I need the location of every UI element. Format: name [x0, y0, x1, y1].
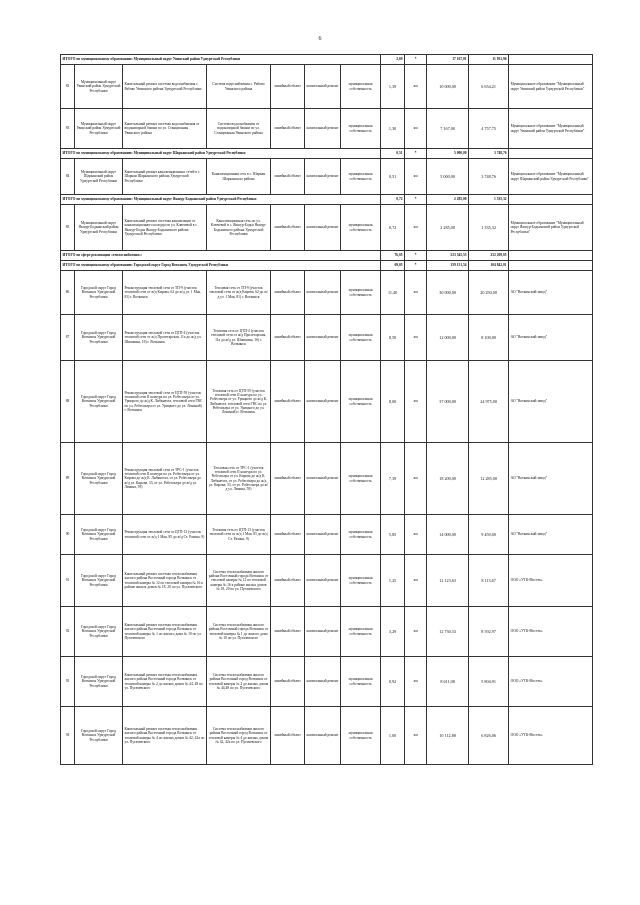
cost-cell: 18 200,00	[427, 443, 469, 515]
ownership-cell: муниципальная собственность	[341, 555, 381, 607]
table-body	[61, 55, 593, 765]
cost-cell: 37 000,00	[427, 361, 469, 443]
table-row	[61, 707, 593, 765]
length-cell: 11,40	[381, 271, 405, 315]
work-type-cell: капитальный ремонт	[305, 361, 341, 443]
municipality-cell: Городской округ Город Воткинск Удмуртской Республики	[75, 515, 123, 555]
subtotal-cost: 17 167,01	[427, 55, 469, 65]
municipality-cell: Муниципальный округ Увинский район Удмуртской Республики	[75, 109, 123, 149]
length-cell: 1,00	[381, 707, 405, 765]
table-row	[61, 205, 593, 251]
row-number: 84	[61, 159, 75, 195]
row-number: 91	[61, 555, 75, 607]
unit-cell: км	[405, 361, 427, 443]
work-name-cell: Капитальный ремонт системы водоснабжения от водонапорной башни по ул. Станционная Увинского района	[123, 109, 207, 149]
unit-cell: км	[405, 657, 427, 707]
ownership-cell: муниципальная собственность	[341, 315, 381, 361]
subtotal-length: 0,72	[381, 195, 405, 205]
value-cell: 8 100,00	[469, 315, 509, 361]
object-type-cell: линейный объект	[271, 205, 305, 251]
municipality-cell: Городской округ Город Воткинск Удмуртской Республики	[75, 271, 123, 315]
row-number: 85	[61, 205, 75, 251]
work-name-cell: Реконструкция тепловой сети от ТП-9 (участок тепловой сети от ж/д Кирова, 62 до ж/д ул. 1 Мая, 81) г. Воткинск	[123, 271, 207, 315]
table-row	[61, 443, 593, 515]
subtotal-value: 252 209,05	[469, 251, 509, 261]
subtotal-unit: *	[405, 55, 427, 65]
work-type-cell: капитальный ремонт	[305, 707, 341, 765]
subtotal-unit: *	[405, 251, 427, 261]
subtotal-unit: *	[405, 149, 427, 159]
row-number: 94	[61, 707, 75, 765]
page-number: 6	[318, 36, 322, 42]
value-cell: 9 450,00	[469, 515, 509, 555]
unit-cell: км	[405, 443, 427, 515]
empty-cell	[509, 149, 593, 159]
system-name-cell: Система теплоснабжения жилого района Восточный город Воткинск от тепловой камеры № 4 до жилых домов № 42, 42а по ул. Пугачевского	[207, 707, 271, 765]
system-name-cell: Тепловая сеть от ТРС-1 (участок тепловой сети II контура по ул. Робеспьера от ул. Кирова до ж/д К. Либкнехта, от ул. Робеспьера до ж/д ул. Кирова, 33, от ул. Робеспьера до ж/д ул. Ленина, 59)	[207, 443, 271, 515]
object-type-cell: линейный объект	[271, 361, 305, 443]
object-type-cell: линейный объект	[271, 707, 305, 765]
system-name-cell: Канализационная сеть по ул. Ключевой в с. Якшур-Бодья Якшур-Бодьинского района Удмуртской Республики	[207, 205, 271, 251]
subtotal-length: 2,69	[381, 55, 405, 65]
system-name-cell: Система теплоснабжения жилого района Восточный города Воткинск от тепловой камеры № 12 по тепловой камеры № 16 к районе жилых домов № 18, 20 по ул. Пугачевского	[207, 555, 271, 607]
length-cell: 7,39	[381, 443, 405, 515]
ownership-cell: муниципальная собственность	[341, 515, 381, 555]
length-cell: 0,51	[381, 159, 405, 195]
subtotal-cost: 159 151,54	[427, 261, 469, 271]
organization-cell: Муниципальное образование "Муниципальный округ Увинский район Удмуртской Республики"	[509, 65, 593, 109]
object-type-cell: линейный объект	[271, 607, 305, 657]
ownership-cell: муниципальная собственность	[341, 159, 381, 195]
work-name-cell: Капитальный ремонт системы теплоснабжения жилого района Восточный города Воткинск от тепловой камеры № 4 по жилых домов № 42, 42а по ул. Пугачевского	[123, 707, 207, 765]
empty-cell	[509, 251, 593, 261]
municipality-cell: Городской округ Город Воткинск Удмуртской Республики	[75, 443, 123, 515]
length-cell: 8,00	[381, 361, 405, 443]
work-type-cell: капитальный ремонт	[305, 607, 341, 657]
value-cell: 5 804,91	[469, 657, 509, 707]
object-type-cell: линейный объект	[271, 271, 305, 315]
ownership-cell: муниципальная собственность	[341, 109, 381, 149]
table-row	[61, 361, 593, 443]
length-cell: 3,29	[381, 607, 405, 657]
cost-cell: 10 112,88	[427, 707, 469, 765]
subtotal-label: ИТОГО по муниципальному образованию: Муниципальный округ Увинский район Удмуртской Республики	[61, 55, 381, 65]
municipality-cell: Городской округ Город Воткинск Удмуртской Республики	[75, 657, 123, 707]
work-name-cell: Капитальный ремонт системы теплоснабжения жилого района Восточный города Воткинск от тепловой камеры № 12 по тепловой камеры № 16 к районе жилых домов № 18, 20 по ул. Пугачевского	[123, 555, 207, 607]
row-number: 88	[61, 361, 75, 443]
organization-cell: Муниципальное образование "Муниципальный округ Увинский район Удмуртской Республики"	[509, 109, 593, 149]
system-name-cell: Тепловая сеть от ТП-9 (участок тепловой сети от ж/д Кирова, 62 до ж/д ул. 1 Мая, 81) г. Воткинск	[207, 271, 271, 315]
cost-cell: 2 285,00	[427, 205, 469, 251]
cost-cell: 12 730,33	[427, 607, 469, 657]
unit-cell: км	[405, 205, 427, 251]
system-name-cell: Тепловая сеть от ЦТП-59 (участок тепловой сети II контура по ул. Робеспьера от ул. Урицкого до ж/д К. Либкнехта, тепловой сети ГВС по ул. Робеспьера от ул. Урицкого до ул. Лениной) г. Воткинск	[207, 361, 271, 443]
unit-cell: км	[405, 159, 427, 195]
length-cell: 1,30	[381, 109, 405, 149]
unit-cell: км	[405, 607, 427, 657]
organization-cell: АО "Воткинский завод"	[509, 515, 593, 555]
cost-cell: 30 000,00	[427, 271, 469, 315]
subtotal-row	[61, 55, 593, 65]
object-type-cell: линейный объект	[271, 315, 305, 361]
work-type-cell: капитальный ремонт	[305, 65, 341, 109]
work-type-cell: капитальный ремонт	[305, 515, 341, 555]
ownership-cell: муниципальная собственность	[341, 65, 381, 109]
value-cell: 4 757,75	[469, 109, 509, 149]
table-row	[61, 109, 593, 149]
cost-cell: 5 000,00	[427, 159, 469, 195]
subtotal-row	[61, 251, 593, 261]
subtotal-value: 11 031,96	[469, 55, 509, 65]
municipality-cell: Городской округ Город Воткинск Удмуртской Республики	[75, 361, 123, 443]
length-cell: 1,39	[381, 65, 405, 109]
object-type-cell: линейный объект	[271, 515, 305, 555]
unit-cell: км	[405, 555, 427, 607]
object-type-cell: линейный объект	[271, 65, 305, 109]
subtotal-length: 0,51	[381, 149, 405, 159]
value-cell: 8 592,97	[469, 607, 509, 657]
length-cell: 1,25	[381, 555, 405, 607]
municipality-cell: Городской округ Город Воткинск Удмуртской Республики	[75, 707, 123, 765]
system-name-cell: Тепловая сеть от ЦТП-13 (участок тепловой сети от ж/д 1 Мая, 85 до ж/д Ст. Разина, 9)	[207, 515, 271, 555]
subtotal-unit: *	[405, 261, 427, 271]
unit-cell: км	[405, 315, 427, 361]
object-type-cell: линейный объект	[271, 109, 305, 149]
work-type-cell: капитальный ремонт	[305, 205, 341, 251]
organization-cell: Муниципальное образование "Муниципальный округ Якшур-Бодьинский район Удмуртской Республики"	[509, 205, 593, 251]
ownership-cell: муниципальная собственность	[341, 205, 381, 251]
work-type-cell: капитальный ремонт	[305, 555, 341, 607]
work-type-cell: капитальный ремонт	[305, 315, 341, 361]
length-cell: 0,92	[381, 657, 405, 707]
table-row	[61, 515, 593, 555]
value-cell: 6 654,21	[469, 65, 509, 109]
organization-cell: Муниципальное образование "Муниципальный округ Шарканский район Удмуртской Республики"	[509, 159, 593, 195]
table-row	[61, 315, 593, 361]
row-number: 92	[61, 607, 75, 657]
work-name-cell: Реконструкция тепловой сети от ЦТП-13 (участок тепловой сети от ж/д 1 Мая, 85 до ж/д Ст. Разина, 9)	[123, 515, 207, 555]
row-number: 90	[61, 515, 75, 555]
cost-cell: 10 000,00	[427, 65, 469, 109]
subtotal-length: 76,05	[381, 251, 405, 261]
unit-cell: км	[405, 271, 427, 315]
subtotal-value: 104 842,01	[469, 261, 509, 271]
work-name-cell: Капитальный ремонт системы водоснабжения с. Рябово Увинского района Удмуртской Республики	[123, 65, 207, 109]
organization-cell: ООО «УТК-Мостек»	[509, 707, 593, 765]
ownership-cell: муниципальная собственность	[341, 361, 381, 443]
work-type-cell: капитальный ремонт	[305, 109, 341, 149]
empty-cell	[509, 195, 593, 205]
empty-cell	[509, 55, 593, 65]
ownership-cell: муниципальная собственность	[341, 657, 381, 707]
subtotal-row	[61, 195, 593, 205]
unit-cell: км	[405, 707, 427, 765]
row-number: 86	[61, 271, 75, 315]
work-type-cell: капитальный ремонт	[305, 159, 341, 195]
table-row	[61, 65, 593, 109]
cost-cell: 7 167,00	[427, 109, 469, 149]
table-row	[61, 607, 593, 657]
system-name-cell: Система водоснабжения с. Рябово Увинского района	[207, 65, 271, 109]
subtotal-cost: 523 545,53	[427, 251, 469, 261]
subtotal-row	[61, 261, 593, 271]
object-type-cell: линейный объект	[271, 657, 305, 707]
unit-cell: км	[405, 109, 427, 149]
ownership-cell: муниципальная собственность	[341, 443, 381, 515]
table-row	[61, 271, 593, 315]
length-cell: 8,50	[381, 315, 405, 361]
cost-cell: 12 123,63	[427, 555, 469, 607]
municipality-cell: Городской округ Город Воткинск Удмуртской Республики	[75, 315, 123, 361]
system-name-cell: Система теплоснабжения жилого района Восточный город Воткинск от тепловой камеры № 2 до жилых домов № 44,48 по ул. Пугачевского	[207, 657, 271, 707]
work-name-cell: Реконструкция тепловой сети от ЦТП-59 (участок тепловой сети II контура по ул. Робеспьера от ул. Урицкого до ж/д К. Либкнехта, тепловой сети ГВС по ул. Робеспьера от ул. Урицкого до ул. Лениной) г. Воткинск	[123, 361, 207, 443]
subtotal-cost: 5 000,00	[427, 149, 469, 159]
table-row	[61, 555, 593, 607]
organization-cell: АО "Воткинский завод"	[509, 271, 593, 315]
object-type-cell: линейный объект	[271, 443, 305, 515]
value-cell: 20 250,00	[469, 271, 509, 315]
unit-cell: км	[405, 65, 427, 109]
subtotal-row	[61, 149, 593, 159]
cost-cell: 8 611,08	[427, 657, 469, 707]
work-type-cell: капитальный ремонт	[305, 271, 341, 315]
value-cell: 3 748,76	[469, 159, 509, 195]
objects-table	[60, 54, 593, 765]
municipality-cell: Городской округ Город Воткинск Удмуртской Республики	[75, 555, 123, 607]
cost-cell: 12 000,00	[427, 315, 469, 361]
row-number: 83	[61, 109, 75, 149]
work-name-cell: Реконструкция тепловой сети от ТРС-1 (участок тепловой сети II контура по ул. Робеспьера от ул. Кирова до ж/д К. Либкнехта, от ул. Робеспьера до ж/д ул. Кирова, 33, от ул. Робеспьера до ж/д ул. Ленина, 59)	[123, 443, 207, 515]
row-number: 82	[61, 65, 75, 109]
unit-cell: км	[405, 515, 427, 555]
ownership-cell: муниципальная собственность	[341, 607, 381, 657]
length-cell: 0,72	[381, 205, 405, 251]
work-name-cell: Капитальный ремонт канализационных сетей в с. Шаркан Шарканского района Удмуртской Республики	[123, 159, 207, 195]
organization-cell: АО "Воткинский завод"	[509, 443, 593, 515]
value-cell: 24 975,00	[469, 361, 509, 443]
subtotal-label: ИТОГО по муниципальному образованию: Городской округ Город Воткинск Удмуртской Республики	[61, 261, 381, 271]
work-type-cell: капитальный ремонт	[305, 657, 341, 707]
work-name-cell: Капитальный ремонт системы канализации от канализационного колодца по ул. Ключевой в с. Якшур-Бодья Якшур-Бодьинского района Удмуртской Республики	[123, 205, 207, 251]
value-cell: 1 535,32	[469, 205, 509, 251]
organization-cell: ООО «УТК-Мостек»	[509, 657, 593, 707]
system-name-cell: Система теплоснабжения жилого района Восточный города Воткинск от тепловой камеры № 1 до жилого дома № 10 по ул. Пугачевского	[207, 607, 271, 657]
row-number: 89	[61, 443, 75, 515]
organization-cell: АО "Воткинский завод"	[509, 315, 593, 361]
subtotal-unit: *	[405, 195, 427, 205]
work-name-cell: Капитальный ремонт системы теплоснабжения жилого района Восточный города Воткинск от тепловой камеры № 2 до жилых домов № 44, 48 по ул. Пугачевского	[123, 657, 207, 707]
subtotal-cost: 2 285,00	[427, 195, 469, 205]
object-type-cell: линейный объект	[271, 555, 305, 607]
value-cell: 8 113,67	[469, 555, 509, 607]
municipality-cell: Муниципальный округ Якшур-Бодьинский район Удмуртской Республики	[75, 205, 123, 251]
object-type-cell: линейный объект	[271, 159, 305, 195]
municipality-cell: Городской округ Город Воткинск Удмуртской Республики	[75, 607, 123, 657]
row-number: 87	[61, 315, 75, 361]
organization-cell: АО "Воткинский завод"	[509, 361, 593, 443]
cost-cell: 14 000,00	[427, 515, 469, 555]
table-row	[61, 657, 593, 707]
subtotal-length: 69,05	[381, 261, 405, 271]
length-cell: 5,85	[381, 515, 405, 555]
subtotal-value: 3 748,76	[469, 149, 509, 159]
table-row	[61, 159, 593, 195]
system-name-cell: Система водоснабжения от водонапорной башни по ул. Станционная Увинского района	[207, 109, 271, 149]
system-name-cell: Тепловая сеть от ЦТП-4 (участок тепловой сети от ж/д Пролетарская, 11а до ж/д ул. Шишкина, 16) г. Воткинск	[207, 315, 271, 361]
municipality-cell: Муниципальный округ Увинский район Удмуртской Республики	[75, 65, 123, 109]
subtotal-value: 1 535,32	[469, 195, 509, 205]
value-cell: 6 826,06	[469, 707, 509, 765]
organization-cell: ООО «УТК-Мостек»	[509, 555, 593, 607]
subtotal-label: ИТОГО по муниципальному образованию: Муниципальный округ Шарканский район Удмуртской Республики	[61, 149, 381, 159]
ownership-cell: муниципальная собственность	[341, 707, 381, 765]
work-name-cell: Капитальный ремонт системы теплоснабжения жилого района Восточный города Воткинск от тепловой камеры № 1 по жилого дома № 10 по ул. Пугачевского	[123, 607, 207, 657]
work-name-cell: Реконструкция тепловой сети от ЦТП-4 (участок тепловой сети от ж/д Пролетарская, 11а до ж/д ул. Шишкина, 16) г. Воткинск	[123, 315, 207, 361]
system-name-cell: Канализационная сеть в с. Шаркан Шарканского района	[207, 159, 271, 195]
subtotal-label: ИТОГО по муниципальному образованию: Муниципальный округ Якшур-Бодьинский район Удмуртской Республики	[61, 195, 381, 205]
ownership-cell: муниципальная собственность	[341, 271, 381, 315]
subtotal-label: ИТОГО по сфере реализации «теплоснабжение»:	[61, 251, 381, 261]
organization-cell: ООО «УТК-Мостек»	[509, 607, 593, 657]
work-type-cell: капитальный ремонт	[305, 443, 341, 515]
empty-cell	[509, 261, 593, 271]
row-number: 93	[61, 657, 75, 707]
value-cell: 12 285,00	[469, 443, 509, 515]
municipality-cell: Муниципальный округ Шарканский район Удмуртской Республики	[75, 159, 123, 195]
